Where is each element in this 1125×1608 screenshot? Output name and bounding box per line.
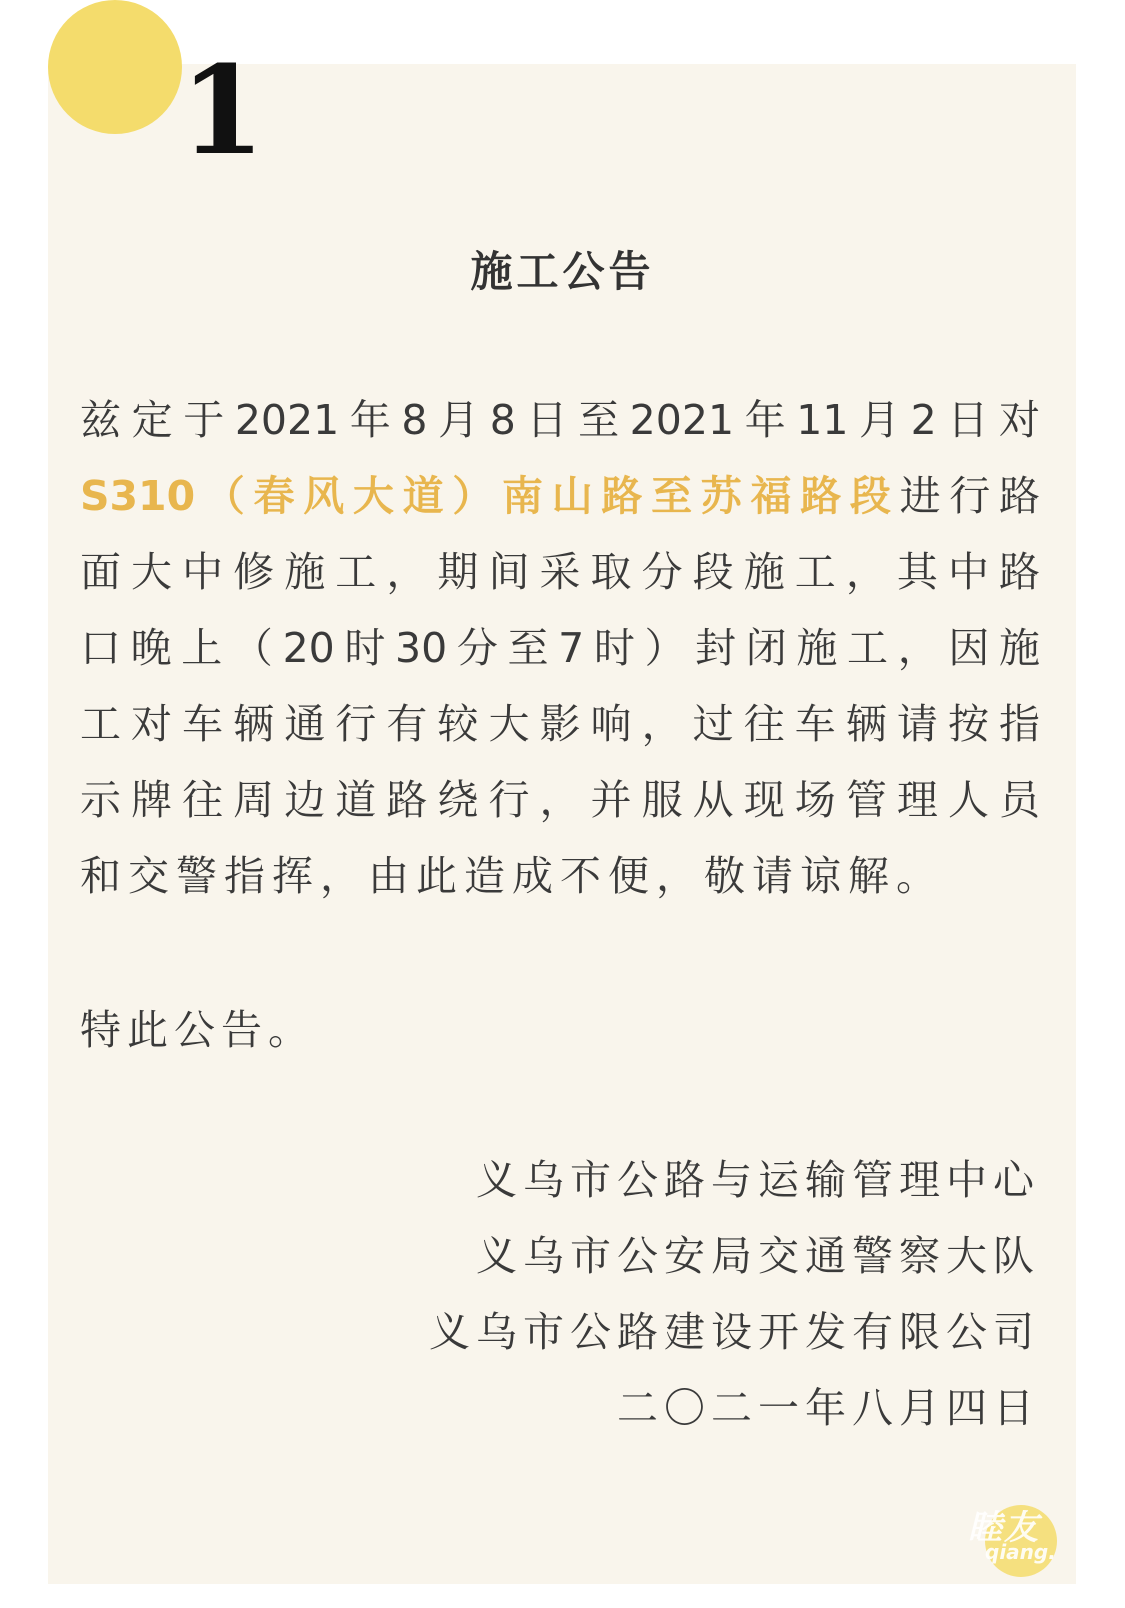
signature-org-3: 义乌市公路建设开发有限公司 (429, 1308, 1040, 1356)
signature-org-2: 义乌市公安局交通警察大队 (476, 1232, 1040, 1280)
body-text: 进行路 (899, 472, 1040, 520)
signature-org-1: 义乌市公路与运输管理中心 (476, 1156, 1040, 1204)
body-line (80, 394, 1040, 446)
section-number: 1 (180, 38, 265, 182)
body-text: 和交警指挥，由此造成不便，敬请谅解。 (80, 852, 944, 900)
watermark-sub: qiang. (985, 1540, 1056, 1564)
body-line (80, 470, 1040, 522)
body-text: 示牌往周边道路绕行，并服从现场管理人员 (80, 776, 1040, 824)
body-text: 兹定于2021年8月8日至2021年11月2日对 (80, 396, 1040, 444)
body-line (80, 546, 1040, 598)
watermark-logo: 睦友 (968, 1508, 1040, 1548)
body-text: 面大中修施工，期间采取分段施工，其中路 (80, 548, 1040, 596)
body-text: 口晚上（20时30分至7时）封闭施工，因施 (80, 624, 1040, 672)
closing-text: 特此公告。 (80, 1006, 315, 1054)
body-line (80, 622, 1040, 674)
decorative-circle (48, 0, 182, 134)
notice-title: 施工公告 (470, 247, 655, 296)
highlighted-road-segment: S310（春风大道）南山路至苏福路段 (80, 472, 900, 520)
signature-date: 二〇二一年八月四日 (617, 1384, 1040, 1432)
body-text: 工对车辆通行有较大影响，过往车辆请按指 (80, 700, 1040, 748)
body-line (80, 698, 1040, 750)
body-line (80, 850, 1040, 902)
body-line (80, 774, 1040, 826)
